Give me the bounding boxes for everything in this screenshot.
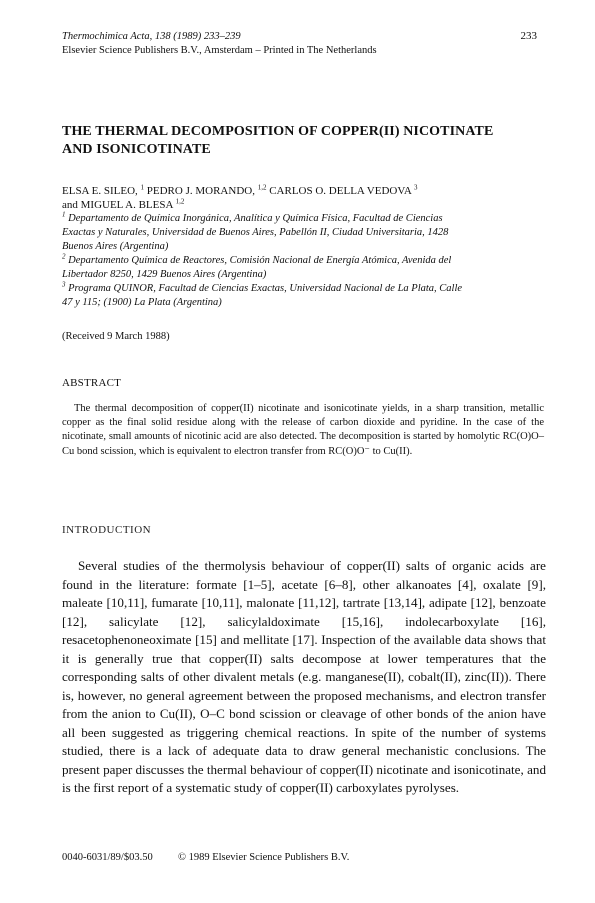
abstract-heading: ABSTRACT: [62, 377, 122, 389]
affiliation-text: Departamento de Química Inorgánica, Analítica y Química Física, Facultad de Ciencias: [68, 213, 443, 224]
author-name: ELSA E. SILEO,: [62, 185, 138, 197]
affiliation-line: [62, 282, 542, 296]
author-name: PEDRO J. MORANDO,: [146, 185, 255, 197]
affiliation-text: Departamento Química de Reactores, Comisión Nacional de Energía Atómica, Avenida del: [68, 255, 452, 266]
affiliation-mark: 1: [62, 210, 66, 219]
author-name: CARLOS O. DELLA VEDOVA: [269, 185, 412, 197]
journal-citation: Thermochimica Acta, 138 (1989) 233–239: [62, 31, 241, 42]
publisher-line: Elsevier Science Publishers B.V., Amsterdam – Printed in The Netherlands: [62, 45, 377, 56]
affiliation-line: Buenos Aires (Argentina): [62, 241, 169, 252]
author-line-1: [62, 184, 542, 198]
author-list: [62, 184, 542, 212]
affiliation-line: Exactas y Naturales, Universidad de Buenos Aires, Pabellón II, Ciudad Universitaria, 1428: [62, 227, 449, 238]
affiliation-line: Libertador 8250, 1429 Buenos Aires (Argentina): [62, 269, 267, 280]
affiliation-line: 47 y 115; (1900) La Plata (Argentina): [62, 297, 222, 308]
page-number: 233: [520, 30, 537, 42]
received-date: (Received 9 March 1988): [62, 331, 170, 342]
affiliation-text: Programa QUINOR, Facultad de Ciencias Exactas, Universidad Nacional de La Plata, Calle: [68, 283, 463, 294]
copyright-notice: © 1989 Elsevier Science Publishers B.V.: [177, 852, 350, 863]
abstract-text: The thermal decomposition of copper(II) nicotinate and isonicotinate yields, in a sharp transition, metallic copper as the final solid residue along with the release of carbon dioxide and pyridine. In the case of the nicotinate, small amounts of nicotinic acid are also detected. The decomposition is started by homolytic RC(O)O–Cu bond scission, which is equivalent to electron transfer from RC(O)O⁻ to Cu(II).: [62, 403, 544, 457]
author-affiliation-mark: 3: [413, 183, 418, 192]
author-affiliation-mark: 1,2: [257, 183, 267, 192]
title-line-2: AND ISONICOTINATE: [62, 142, 211, 157]
affiliation-mark: 3: [62, 280, 66, 289]
author-line-2: [62, 198, 542, 212]
affiliations: [62, 212, 542, 310]
author-affiliation-mark: 1,2: [175, 197, 185, 206]
title-line-1: THE THERMAL DECOMPOSITION OF COPPER(II) NICOTINATE: [62, 124, 494, 139]
issn-price-code: 0040-6031/89/$03.50: [62, 852, 153, 863]
article-title: [62, 123, 542, 159]
affiliation-mark: 2: [62, 252, 66, 261]
affiliation-line: [62, 254, 542, 268]
affiliation-line: [62, 212, 542, 226]
introduction-heading: INTRODUCTION: [62, 524, 152, 536]
author-affiliation-mark: 1: [140, 183, 145, 192]
journal-header: [62, 30, 377, 58]
footer: [62, 852, 349, 863]
author-name: and MIGUEL A. BLESA: [62, 199, 173, 211]
introduction-text: Several studies of the thermolysis behaviour of copper(II) salts of organic acids are found in the literature: formate [1–5], acetate [6–8], other alkanoates [4], oxalate [9], maleate [10,11], fumarate [10,11], malonate [11,12], tartrate [13,14], adipate [12], benzoate [12], salicylate [12], salicylaldoximate [15,16], indolecarboxylate [16], resacetophenoneoximate [15] and mellitate [17]. Inspection of the available data shows that it is generally true that copper(II) salts decompose at lower temperatures that the corresponding salts of other divalent metals (e.g. manganese(II), cobalt(II), zinc(II)). There is, however, no general agreement between the proposed mechanisms, and electron transfer from the anion to Cu(II), O–C bond scission or cleavage of other bonds of the anion have all been suggested as triggering chemical reactions. In spite of the number of systems studied, there is a lack of adequate data to draw general mechanistic conclusions. The present paper discusses the thermal behaviour of copper(II) nicotinate and isonicotinate, and is the first report of a systematic study of copper(II) carboxylates pyrolyses.: [62, 558, 546, 795]
